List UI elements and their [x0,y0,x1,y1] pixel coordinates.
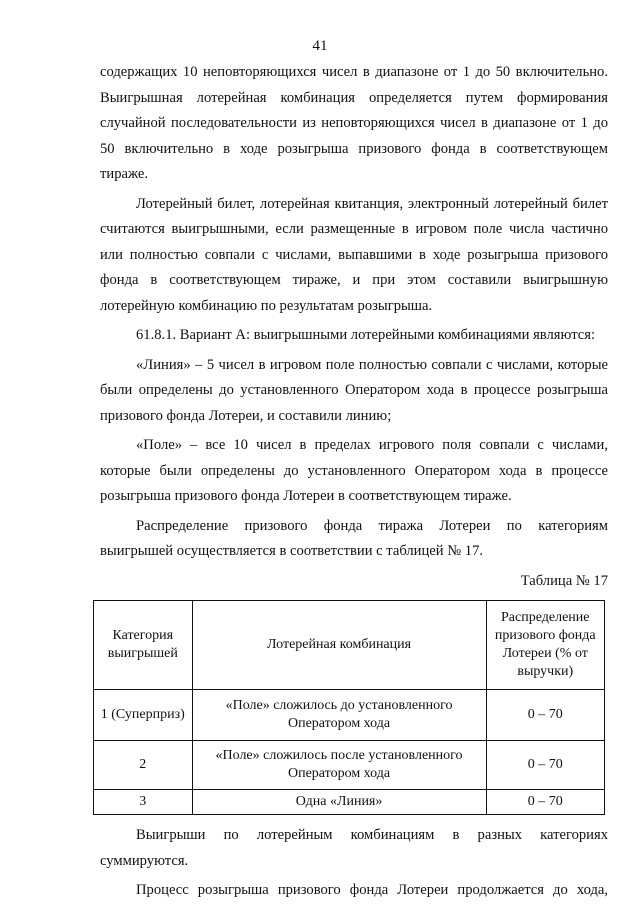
paragraph-7: Выигрыши по лотерейным комбинациям в разных категориях суммируются. [100,827,608,869]
table-caption: Таблица № 17 [520,572,608,589]
table-row [94,790,605,815]
cell-distribution: 0 – 70 [486,741,604,790]
header-distribution: Распределение призового фонда Лотереи (% от выручки) [486,601,604,690]
paragraph-6: Распределение призового фонда тиража Лотереи по категориям выигрышей осуществляется в соответствии с таблицей № 17. [100,517,608,559]
document-body [100,60,608,908]
paragraph-1: содержащих 10 неповторяющихся чисел в диапазоне от 1 до 50 включительно. Выигрышная лотерейная комбинация определяется путем формирования случайной последовательности из неповторяющихся чисел в диапазоне от 1 до 50 включительно в ходе розыгрыша призового фонда в соответствующем тираже. [100,64,608,182]
cell-category: 3 [94,790,193,815]
prize-distribution-table [93,600,605,815]
paragraph-5: «Поле» – все 10 чисел в пределах игрового поля совпали с числами, которые были определены до установленного Оператором хода в процессе розыгрыша призового фонда Лотереи в соответствующем тираже. [100,437,608,504]
cell-combination: «Поле» сложилось до установленного Оператором хода [192,690,486,741]
paragraph-4: «Линия» – 5 чисел в игровом поле полностью совпали с числами, которые были определены до установленного Оператором хода в процессе розыгрыша призового фонда Лотереи, и составили линию; [100,356,608,424]
cell-distribution: 0 – 70 [486,790,604,815]
cell-combination: «Поле» сложилось после установленного Оператором хода [192,741,486,790]
header-category: Категория выигрышей [94,601,193,690]
page-number: 41 [312,38,328,54]
cell-category: 1 (Суперприз) [94,690,193,741]
cell-combination: Одна «Линия» [192,790,486,815]
paragraph-8: Процесс розыгрыша призового фонда Лотереи продолжается до хода, [136,882,608,898]
cell-category: 2 [94,741,193,790]
cell-distribution: 0 – 70 [486,690,604,741]
table-row [94,741,605,790]
table-header-row [94,601,605,690]
paragraph-2: Лотерейный билет, лотерейная квитанция, электронный лотерейный билет считаются выигрышными, если размещенные в игровом поле числа частично или полностью совпали с числами, выпавшими в ходе розыгрыша призового фонда в соответствующем тираже, и при этом составили выигрышную лотерейную комбинацию по результатам розыгрыша. [100,195,608,314]
paragraph-3: 61.8.1. Вариант А: выигрышными лотерейными комбинациями являются: [136,327,595,343]
table-row [94,690,605,741]
header-combination: Лотерейная комбинация [192,601,486,690]
